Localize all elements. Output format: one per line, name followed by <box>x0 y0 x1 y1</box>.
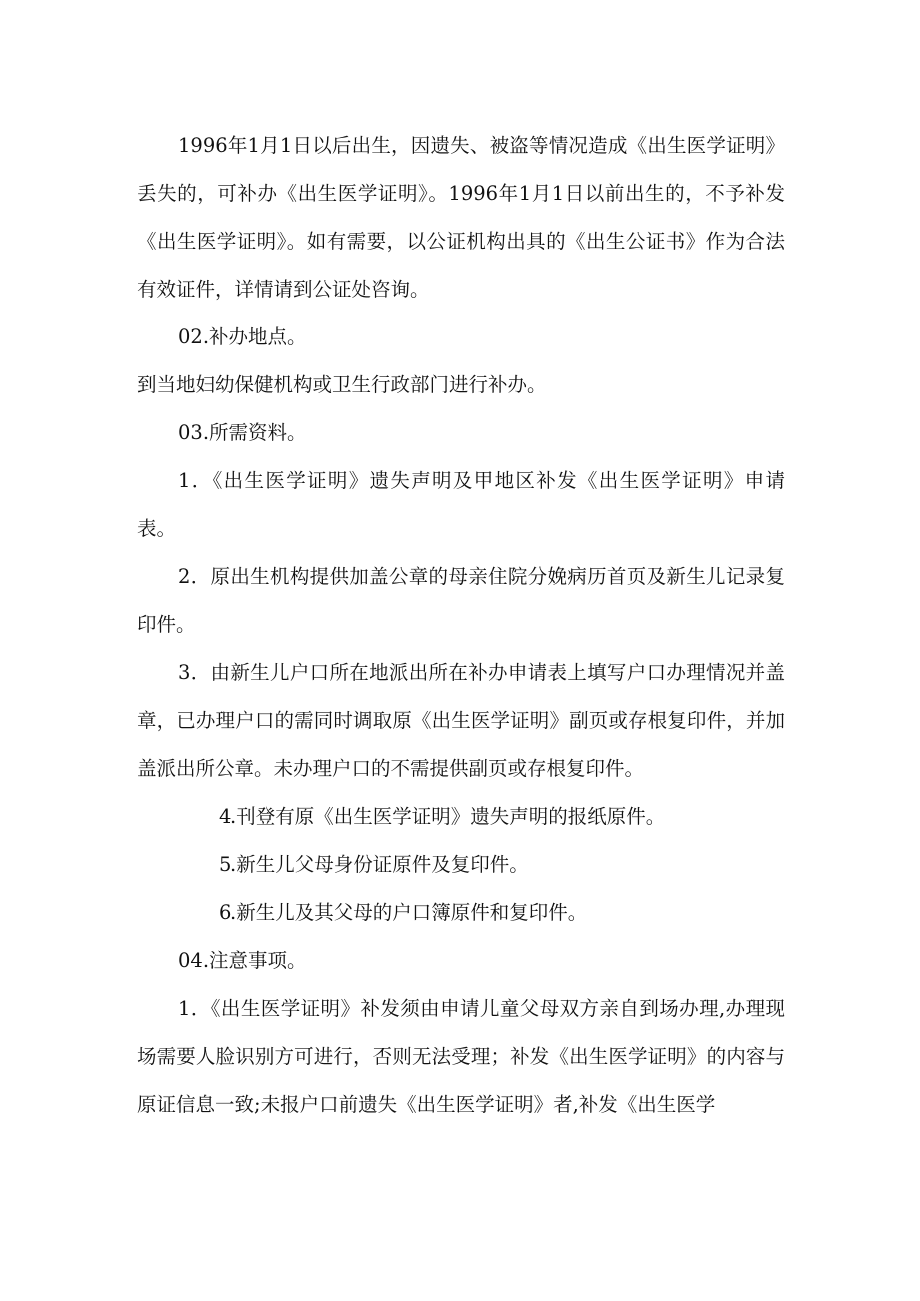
materials-item-4 <box>137 793 785 841</box>
materials-item-5 <box>137 841 785 889</box>
materials-item-2: 2．原出生机构提供加盖公章的母亲住院分娩病历首页及新生儿记录复印件。 <box>137 565 785 636</box>
section-heading-location: 02.补办地点。 <box>178 325 307 348</box>
materials-item-4-text: .刊登有原《出生医学证明》遗失声明的报纸原件。 <box>230 805 666 828</box>
materials-item-1: 1．《出生医学证明》遗失声明及甲地区补发《出生医学证明》申请表。 <box>137 469 785 540</box>
section-heading-materials: 03.所需资料。 <box>178 421 307 444</box>
materials-item-5-number: 5 <box>219 853 232 876</box>
section-heading-notes: 04.注意事项。 <box>178 949 307 972</box>
intro-paragraph: 1996年1月1日以后出生，因遗失、被盗等情况造成《出生医学证明》丢失的，可补办《出生医学证明》。1996年1月1日以前出生的，不予补发《出生医学证明》。如有需要，以公证机构出具的《出生公证书》作为合法有效证件，详情请到公证处咨询。 <box>137 134 785 301</box>
materials-item-3: 3．由新生儿户口所在地派出所在补办申请表上填写户口办理情况并盖章，已办理户口的需同时调取原《出生医学证明》副页或存根复印件，并加盖派出所公章。未办理户口的不需提供副页或存根复印件。 <box>137 661 785 780</box>
materials-item-4-number: 4 <box>219 805 232 828</box>
materials-item-6-text: .新生儿及其父母的户口簿原件和复印件。 <box>230 901 588 924</box>
materials-item-5-text: .新生儿父母身份证原件及复印件。 <box>230 853 529 876</box>
materials-item-6 <box>137 889 785 937</box>
location-paragraph: 到当地妇幼保健机构或卫生行政部门进行补办。 <box>137 373 547 396</box>
materials-item-6-number: 6 <box>219 901 232 924</box>
notes-item-1: 1．《出生医学证明》补发须由申请儿童父母双方亲自到场办理,办理现场需要人脸识别方可进行，否则无法受理；补发《出生医学证明》的内容与原证信息一致;未报户口前遗失《出生医学证明》者,补发《出生医学 <box>137 997 785 1116</box>
